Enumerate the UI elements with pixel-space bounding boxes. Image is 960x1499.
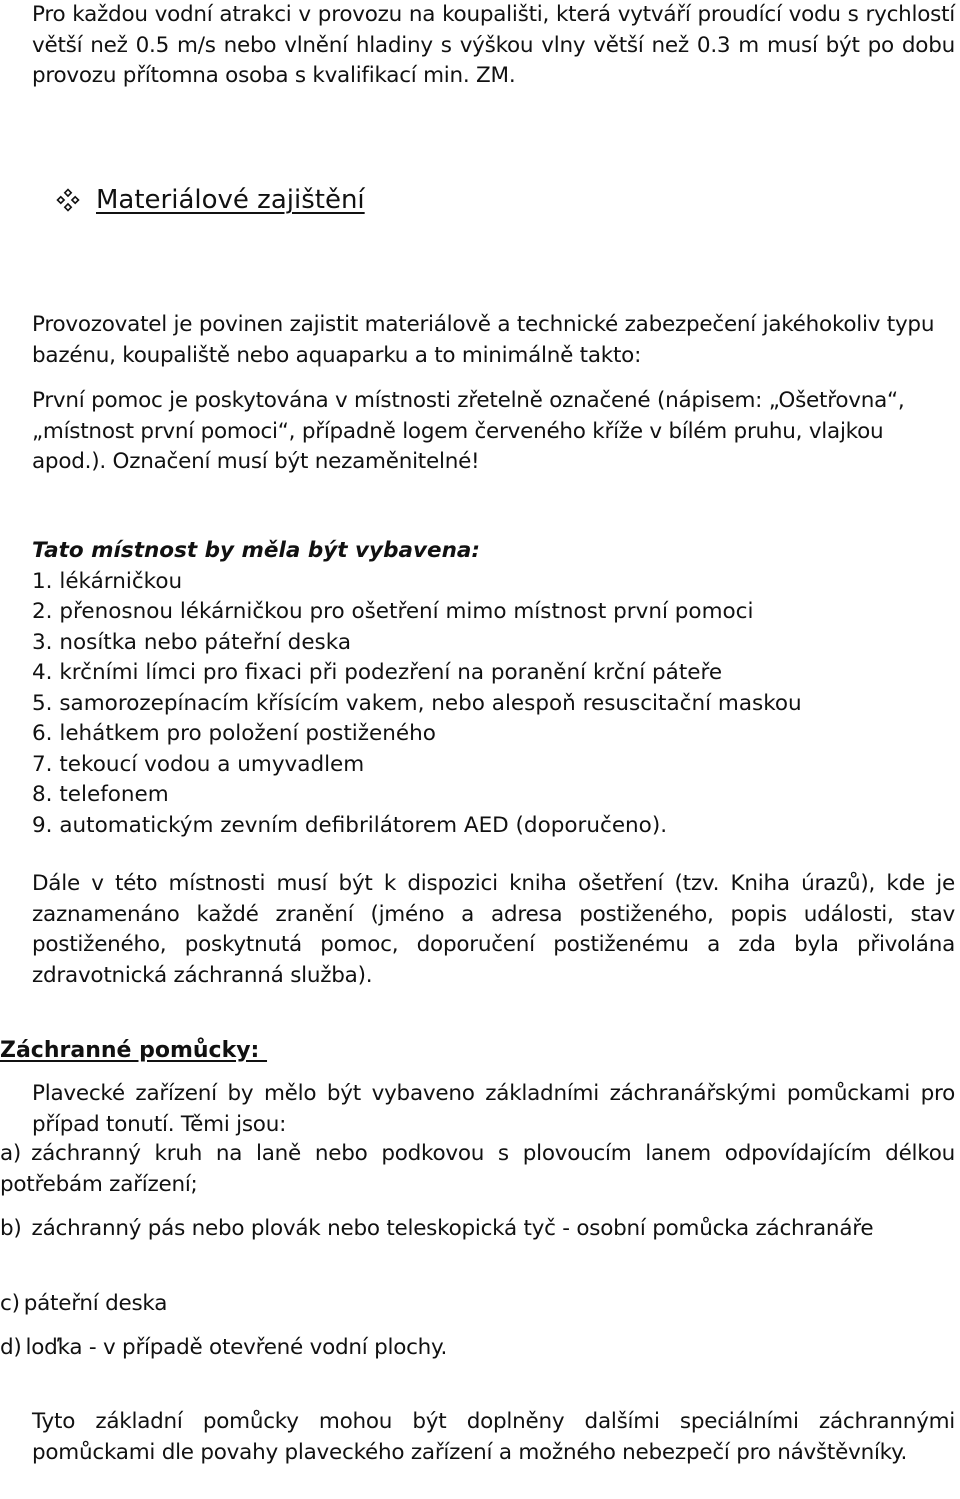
list-item: 5. samorozepínacím křísícím vakem, nebo alespoň resuscitační maskou: [32, 690, 802, 716]
list-marker: b): [0, 1216, 22, 1241]
list-item-text: páteřní deska: [23, 1291, 168, 1316]
list-marker: d): [0, 1335, 22, 1360]
list-item: 9. automatickým zevním defibrilátorem AED (doporučeno).: [32, 812, 668, 838]
equipment-block: [32, 536, 955, 841]
equipment-heading: Tato místnost by měla být vybavena:: [32, 538, 480, 563]
list-item: 4. krčními límci pro fixaci při podezření na poranění krční páteře: [32, 660, 723, 685]
list-item: [0, 1139, 955, 1200]
list-item: 2. přenosnou lékárničkou pro ošetření mimo místnost první pomoci: [32, 599, 754, 624]
intro-paragraph: Pro každou vodní atrakci v provozu na koupališti, která vytváří proudící vodu s rychlostí větší než 0.5 m/s nebo vlnění hladiny s výškou vlny větší než 0.3 m musí být po dobu provozu přítomna osoba s kvalifikací min. ZM.: [32, 2, 955, 88]
first-aid-room-paragraph: První pomoc je poskytována v místnosti zřetelně označené (nápisem: „Ošetřovna“, „místnost první pomoci“, případně logem červeného kříže v bílém pruhu, vlajkou apod.). Označení musí být nezaměnitelné!: [32, 388, 905, 474]
provider-duty-paragraph: Provozovatel je povinen zajistit materiálově a technické zabezpečení jakéhokoliv typu bazénu, koupaliště nebo aquaparku a to minimálně takto:: [32, 312, 935, 368]
list-marker: a): [0, 1141, 22, 1166]
list-item: [0, 1333, 955, 1364]
rescue-aids-heading: Záchranné pomůcky:: [0, 1038, 268, 1063]
list-item: 6. lehátkem pro položení postiženého: [32, 721, 436, 746]
list-item: 7. tekoucí vodou a umyvadlem: [32, 751, 365, 777]
list-item: 8. telefonem: [32, 782, 169, 807]
list-item: 1. lékárničkou: [32, 568, 183, 594]
list-item-text: loďka - v případě otevřené vodní plochy.: [25, 1335, 448, 1360]
section-heading-material: [56, 183, 365, 217]
list-item-text: záchranný pás nebo plovák nebo teleskopická tyč - osobní pomůcka záchranáře: [31, 1216, 874, 1241]
closing-paragraph: Tyto základní pomůcky mohou být doplněny dalšími speciálními záchrannými pomůckami dle povahy plaveckého zařízení a možného nebezpečí pro návštěvníky.: [32, 1409, 955, 1465]
equipment-list: [32, 567, 955, 842]
list-item: 3. nosítka nebo páteřní deska: [32, 629, 352, 655]
diamond-cluster-icon: [56, 188, 80, 212]
list-item: [0, 1214, 955, 1245]
injury-book-paragraph: Dále v této místnosti musí být k dispozici kniha ošetření (tzv. Kniha úrazů), kde je zaznamenáno každé zranění (jméno a adresa postiženého, popis události, stav postiženého, poskytnutá pomoc, doporučení postiženému a zda byla přivolána zdravotnická záchranná služba).: [32, 871, 955, 988]
list-item: [0, 1289, 955, 1320]
list-item-text: záchranný kruh na laně nebo podkovou s plovoucím lanem odpovídajícím délkou potřebám zařízení;: [0, 1141, 955, 1197]
rescue-aids-intro: Plavecké zařízení by mělo být vybaveno základními záchranářskými pomůckami pro případ tonutí. Těmi jsou:: [32, 1081, 955, 1137]
list-marker: c): [0, 1291, 20, 1316]
section-heading-text: Materiálové zajištění: [96, 185, 365, 215]
